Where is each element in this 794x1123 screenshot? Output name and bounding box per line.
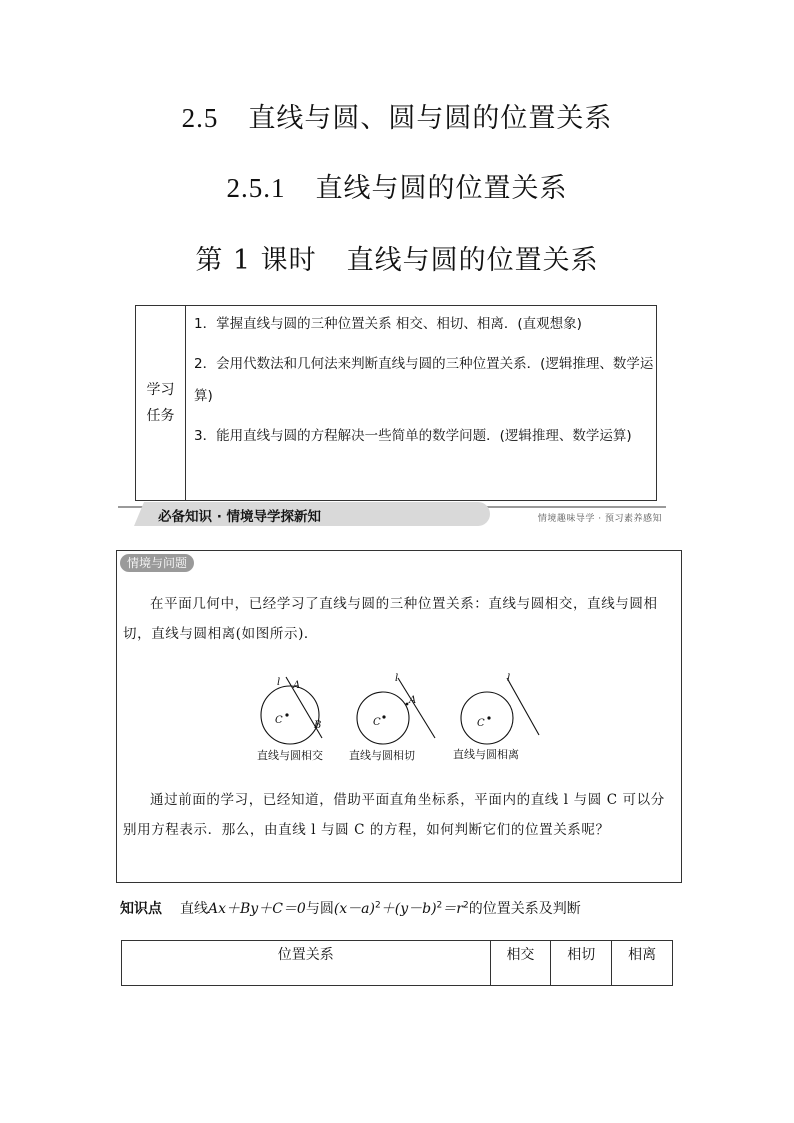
table-row (122, 941, 673, 986)
section-banner (118, 502, 678, 528)
figure-separate (453, 673, 539, 761)
fig1-label-a: A (293, 680, 301, 691)
relation-table (121, 940, 673, 986)
fig1-label-c: C (275, 715, 283, 726)
section-title-text: 直线与圆、圆与圆的位置关系 (248, 103, 613, 134)
task-item-2: 2．会用代数法和几何法来判断直线与圆的三种位置关系．(逻辑推理、数学运算) (194, 356, 654, 404)
header-tangent: 相切 (551, 941, 612, 986)
center-dot-3 (487, 716, 490, 719)
kp-sup-2: 2 (436, 900, 443, 911)
header-relation: 位置关系 (122, 941, 491, 986)
task-label: 学习任务 (146, 382, 175, 424)
section-number: 2.5 (181, 103, 219, 133)
kp-circle-eq-a: (x－a) (333, 901, 375, 917)
knowledge-point (120, 898, 680, 918)
fig1-label-l: l (277, 677, 281, 688)
subsection-title (0, 166, 794, 205)
situation-paragraph-1: 在平面几何中，已经学习了直线与圆的三种位置关系：直线与圆相交，直线与圆相切，直线与圆相离(如图所示)． (123, 596, 658, 642)
subsection-title-text: 直线与圆的位置关系 (315, 173, 568, 204)
banner-subtitle: 情境趣味导学 · 预习素养感知 (537, 514, 662, 524)
header-separate: 相离 (612, 941, 673, 986)
kp-line-equation: Ax＋By＋C＝0 (208, 901, 306, 917)
situation-paragraph-2: 通过前面的学习，已经知道，借助平面直角坐标系，平面内的直线 l 与圆 C 可以分别用方程表示．那么，由直线 l 与圆 C 的方程，如何判断它们的位置关系呢？ (123, 792, 665, 838)
situation-tag: 情境与问题 (120, 554, 194, 572)
fig3-label-c: C (477, 718, 485, 729)
task-item-3: 3．能用直线与圆的方程解决一些简单的数学问题．(逻辑推理、数学运算) (194, 428, 632, 444)
task-items (194, 308, 654, 460)
task-label-cell (136, 306, 186, 500)
kp-mid: 与圆 (305, 901, 334, 917)
fig1-label-b: B (314, 720, 322, 731)
kp-pre: 直线 (180, 901, 208, 917)
kp-post: 的位置关系及判断 (468, 901, 581, 917)
section-title (0, 96, 794, 135)
lesson-number: 第 1 课时 (195, 245, 317, 276)
line-2 (398, 678, 435, 738)
fig2-caption: 直线与圆相切 (349, 749, 415, 762)
fig3-label-l: l (507, 673, 511, 684)
kp-circle-eq-b: ＋(y－b) (380, 901, 437, 917)
lesson-title-text: 直线与圆的位置关系 (346, 245, 599, 276)
center-dot-1 (285, 713, 288, 716)
center-dot-2 (382, 715, 385, 718)
fig2-label-l: l (395, 673, 399, 684)
knowledge-label: 知识点 (120, 901, 162, 917)
lesson-title (0, 238, 794, 277)
situation-box (116, 550, 682, 883)
banner-title: 必备知识 · 情境导学探新知 (158, 509, 322, 525)
header-intersect: 相交 (490, 941, 551, 986)
figure-tangent (349, 673, 435, 762)
kp-circle-eq-c: ＝r (442, 901, 463, 917)
kp-sup-1: 2 (375, 900, 381, 911)
fig3-caption: 直线与圆相离 (453, 748, 519, 761)
figure-intersect (257, 677, 323, 762)
task-item-1: 1．掌握直线与圆的三种位置关系 相交、相切、相离．(直观想象) (194, 316, 582, 332)
circle-3 (461, 692, 513, 744)
circle-1 (261, 686, 322, 744)
fig1-caption: 直线与圆相交 (257, 749, 323, 762)
learning-task-table (135, 305, 657, 501)
fig2-label-c: C (373, 717, 381, 728)
fig2-label-a: A (409, 695, 417, 706)
kp-sup-3: 2 (462, 900, 469, 911)
subsection-number: 2.5.1 (226, 173, 286, 203)
tangent-point (406, 703, 409, 706)
